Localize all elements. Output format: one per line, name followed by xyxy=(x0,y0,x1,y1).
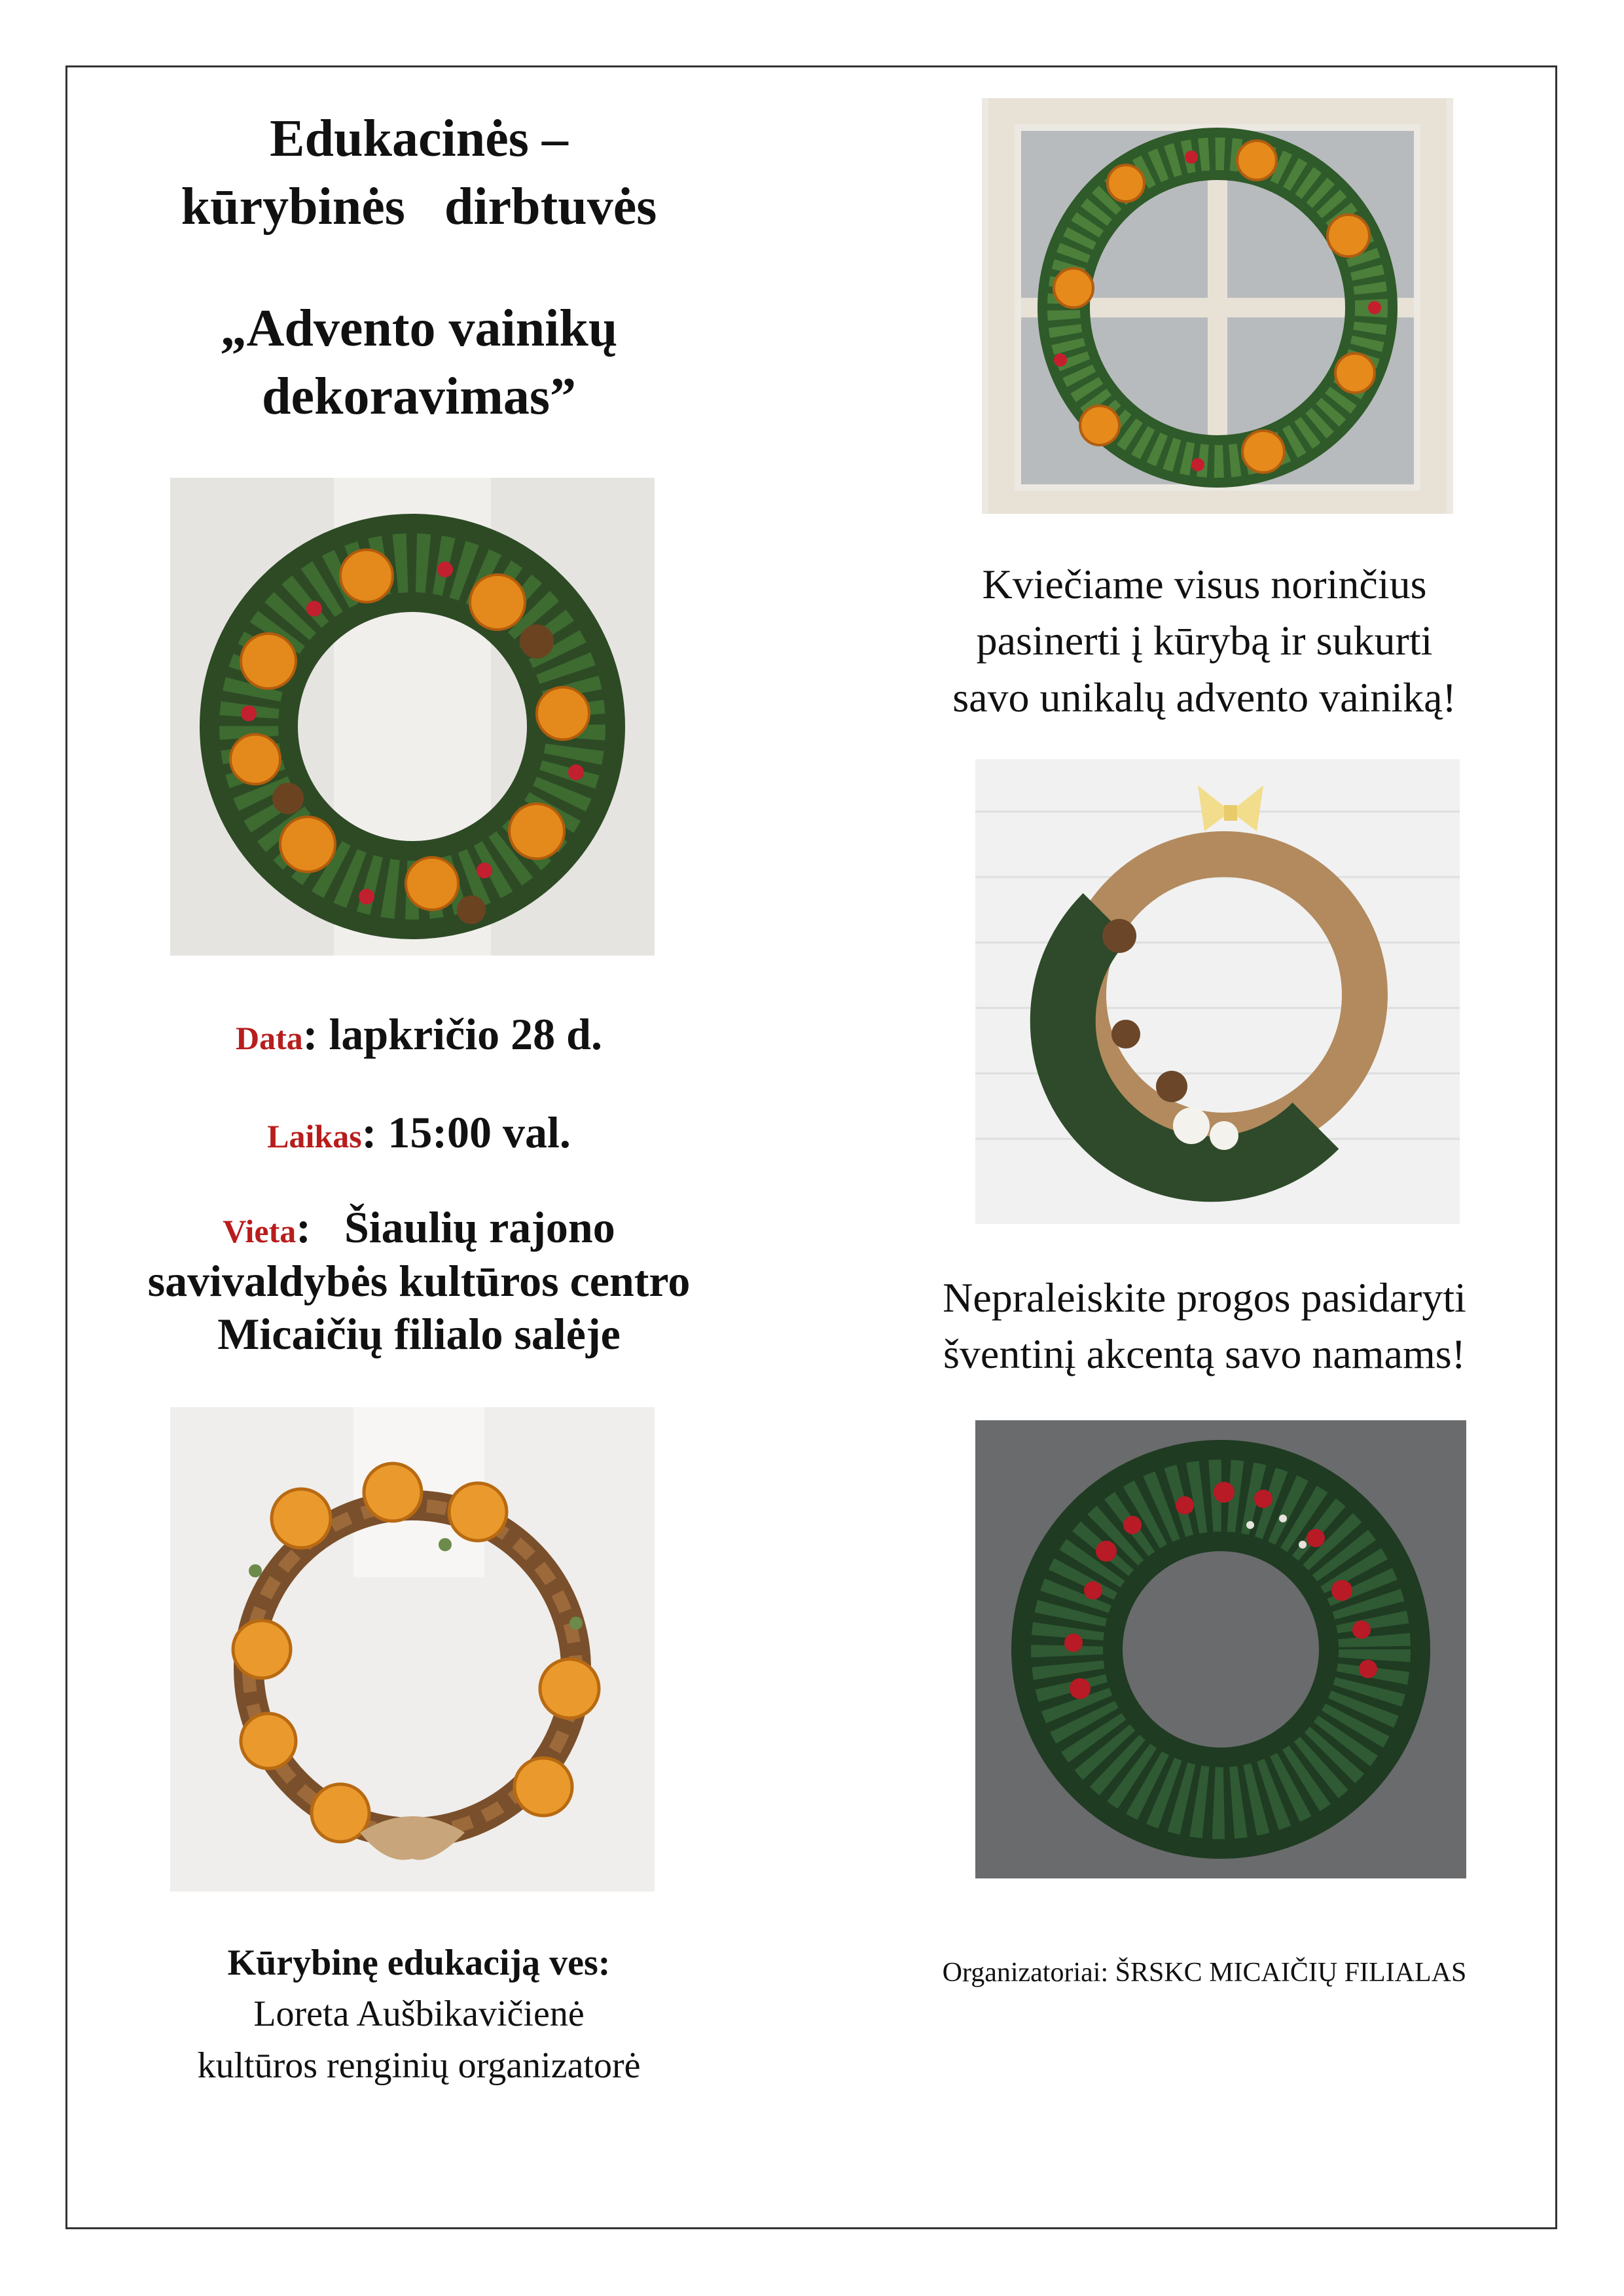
place-label: Vieta xyxy=(223,1213,297,1249)
date-value: lapkričio 28 d. xyxy=(329,1009,602,1059)
event-place: Vieta: Šiaulių rajono savivaldybės kultūros centro Micaičių filialo salėje xyxy=(92,1201,746,1361)
wreath-photo-twigs xyxy=(170,1407,655,1892)
wreath-photo-window xyxy=(982,98,1453,514)
event-subtitle xyxy=(92,295,746,431)
place-line-3: Micaičių filialo salėje xyxy=(217,1309,621,1359)
wreath-photo-oranges xyxy=(170,478,655,956)
date-label: Data xyxy=(236,1020,303,1056)
wreath-photo-jute xyxy=(975,759,1460,1224)
invite-line-1: Kviečiame visus norinčius xyxy=(982,561,1427,607)
reminder-line-2: šventinį akcentą savo namams! xyxy=(943,1331,1466,1378)
wreath-photo-berries xyxy=(975,1420,1466,1878)
page-title xyxy=(92,105,746,241)
title-line-2: kūrybinės dirbtuvės xyxy=(181,178,657,236)
subtitle-line-2: dekoravimas” xyxy=(262,368,576,425)
event-date: Data: lapkričio 28 d. xyxy=(236,1009,602,1059)
event-time: Laikas: 15:00 val. xyxy=(267,1107,571,1157)
time-label: Laikas xyxy=(267,1118,362,1155)
title-line-1: Edukacinės – xyxy=(270,110,568,168)
time-value: 15:00 val. xyxy=(388,1107,571,1157)
leader-name: Loreta Aušbikavičienė xyxy=(253,1994,585,2035)
workshop-leader xyxy=(92,1937,746,2091)
leader-heading: Kūrybinę edukaciją ves: xyxy=(227,1943,611,1983)
place-line-1: Šiaulių rajono xyxy=(344,1202,615,1252)
place-line-2: savivaldybės kultūros centro xyxy=(147,1255,691,1306)
invite-line-3: savo unikalų advento vainiką! xyxy=(952,673,1456,721)
reminder-line-1: Nepraleiskite progos pasidaryti xyxy=(943,1274,1466,1321)
invite-line-2: pasinerti į kūrybą ir sukurti xyxy=(976,617,1433,664)
reminder-text xyxy=(877,1270,1532,1383)
leader-role: kultūros renginių organizatorė xyxy=(197,2045,641,2086)
invite-text xyxy=(877,556,1532,726)
organizers: Organizatoriai: ŠRSKC MICAIČIŲ FILIALAS xyxy=(942,1958,1467,1988)
subtitle-line-1: „Advento vainikų xyxy=(220,300,618,357)
